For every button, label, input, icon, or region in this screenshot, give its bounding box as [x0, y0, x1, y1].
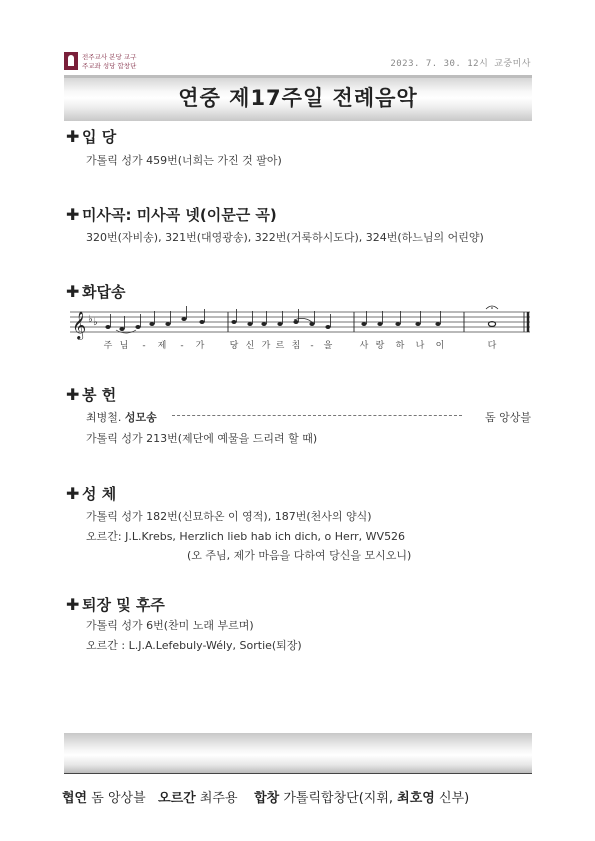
logo-text-line1: 전주교사 본당 교구: [82, 53, 137, 61]
plus-icon: ✚: [66, 385, 80, 404]
cathedral-logo-icon: [64, 52, 78, 70]
lyric-syllable: 랑: [375, 341, 385, 351]
lyric-syllable: 가: [261, 341, 271, 351]
lyric-syllable: 다: [487, 341, 497, 351]
leader-dashes: [172, 415, 462, 417]
plus-icon: ✚: [66, 484, 80, 503]
section-heading-entrance: ✚ 입 당: [66, 127, 117, 146]
lyric-syllable: 침: [291, 341, 301, 351]
offertory-work-title: 성모송: [124, 411, 157, 424]
communion-hymns: 가톨릭 성가 182번(신묘하온 이 영적), 187번(천사의 양식): [86, 510, 372, 523]
section-heading-psalm: ✚ 화답송: [66, 282, 126, 301]
psalm-music-score: [66, 300, 536, 360]
recessional-organ: 오르간 : L.J.A.Lefebuly-Wély, Sortie(퇴장): [86, 639, 302, 652]
section-heading-offertory: ✚ 봉 헌: [66, 385, 117, 404]
entrance-hymn: 가톨릭 성가 459번(너희는 가진 것 팔아): [86, 154, 282, 167]
mass-ordinary-numbers: 320번(자비송), 321번(대영광송), 322번(거룩하시도다), 324번(하느님의 어린양): [86, 231, 484, 244]
lyric-syllable: 가: [195, 341, 205, 351]
offertory-motet: [86, 409, 157, 425]
lyric-syllable: 신: [245, 341, 255, 351]
ensemble-value: 돔 앙상블: [91, 791, 146, 806]
flat-key-signature-icon: ♭: [93, 317, 98, 328]
organ-label: 오르간: [158, 791, 196, 806]
section-heading-mass-ordinary: ✚ 미사곡: 미사곡 넷(이문근 곡): [66, 205, 277, 224]
lyric-syllable: 을: [323, 341, 333, 351]
lyric-syllable: 하: [395, 341, 405, 351]
mass-date-time: 2023. 7. 30. 12시 교중미사: [390, 59, 531, 69]
offertory-performer: 돔 앙상블: [484, 411, 531, 424]
choir-value: 가톨릭합창단(지휘,: [283, 791, 394, 806]
plus-icon: ✚: [66, 127, 80, 146]
plus-icon: ✚: [66, 282, 80, 301]
parish-logo: [64, 52, 154, 72]
lyric-syllable: 주: [103, 341, 113, 351]
footer-banner: [64, 733, 532, 773]
lyric-syllable: 당: [229, 341, 239, 351]
communion-organ: 오르간: J.L.Krebs, Herzlich lieb hab ich dich, o Herr, WV526: [86, 530, 406, 543]
section-heading-communion: ✚ 성 체: [66, 484, 117, 503]
footer-divider: [64, 773, 532, 774]
lyric-syllable: -: [310, 341, 314, 351]
choir-value-end: 신부): [439, 791, 470, 806]
communion-organ-translation: (오 주님, 제가 마음을 다하여 당신을 모시오니): [187, 549, 412, 562]
recessional-hymn: 가톨릭 성가 6번(찬미 노래 부르며): [86, 619, 254, 632]
lyric-syllable: 사: [359, 341, 369, 351]
flat-key-signature-icon: ♭: [88, 314, 93, 325]
offertory-composer: 최병철.: [86, 411, 122, 424]
ensemble-label: 협연: [62, 791, 88, 806]
lyric-syllable: 이: [435, 341, 445, 351]
lyric-syllable: 님: [119, 341, 129, 351]
offertory-hymn: 가톨릭 성가 213번(제단에 예물을 드리려 할 때): [86, 432, 318, 445]
page-title: 연중 제17주일 전례음악: [178, 86, 418, 110]
logo-text-line2: 주교좌 성당 합창단: [82, 62, 137, 70]
footer-credits: [62, 787, 469, 806]
lyric-syllable: 르: [275, 341, 285, 351]
lyric-syllable: 제: [157, 341, 167, 351]
section-heading-recessional: ✚ 퇴장 및 후주: [66, 595, 165, 614]
choir-conductor: 최호영: [397, 791, 435, 806]
lyric-syllable: -: [142, 341, 146, 351]
plus-icon: ✚: [66, 205, 80, 224]
choir-label: 합창: [254, 791, 280, 806]
lyric-syllable: -: [180, 341, 184, 351]
plus-icon: ✚: [66, 595, 80, 614]
treble-clef-icon: 𝄞: [72, 311, 87, 339]
lyric-syllable: 나: [415, 341, 425, 351]
organ-value: 최주용: [199, 791, 238, 806]
